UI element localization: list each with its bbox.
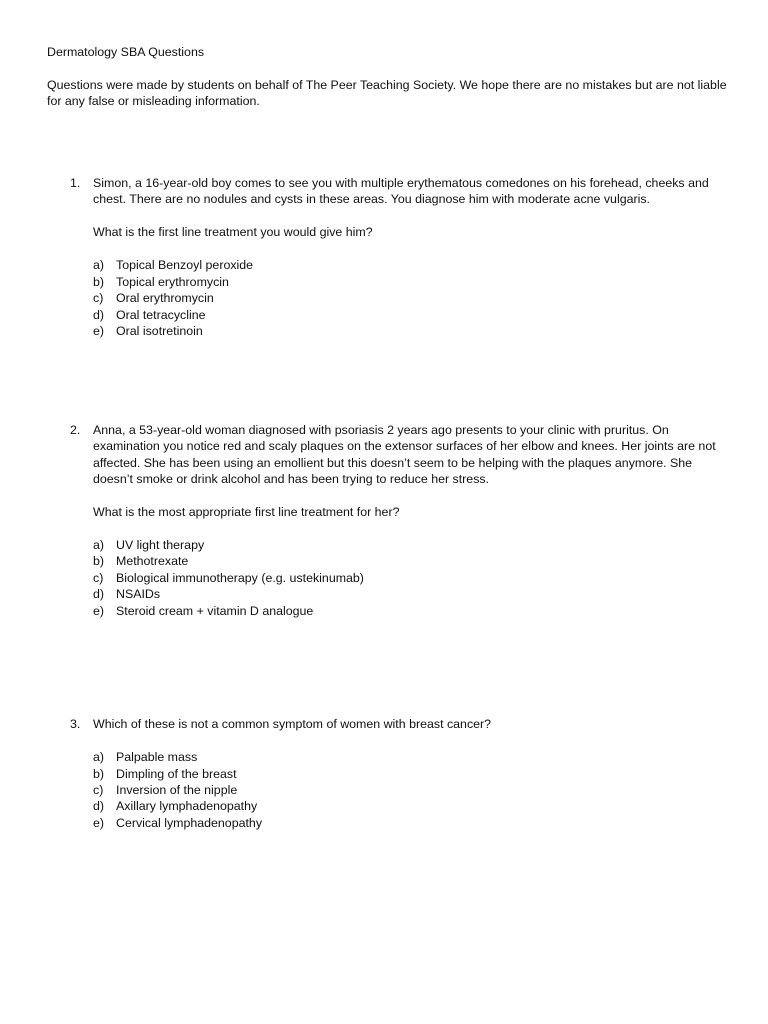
option-letter: c)	[93, 291, 104, 306]
option-letter: c)	[93, 783, 104, 798]
question-number: 2.	[70, 423, 81, 437]
option-text: Oral erythromycin	[116, 291, 214, 306]
question-number: 1.	[70, 176, 81, 190]
option-d	[93, 307, 730, 323]
option-d	[93, 798, 730, 814]
option-letter: c)	[93, 570, 104, 585]
option-letter: a)	[93, 750, 105, 765]
option-text: Oral isotretinoin	[116, 323, 203, 338]
option-text: Dimpling of the breast	[116, 766, 237, 781]
question-prompt: What is the first line treatment you would give him?	[93, 225, 373, 240]
option-list	[93, 749, 730, 831]
option-letter: e)	[93, 323, 105, 338]
option-letter: b)	[93, 554, 105, 569]
option-letter: b)	[93, 766, 105, 781]
option-text: Oral tetracycline	[116, 307, 206, 322]
option-list	[93, 537, 730, 619]
option-a	[93, 537, 730, 553]
option-d	[93, 586, 730, 602]
question-stem: Which of these is not a common symptom of women with breast cancer?	[93, 717, 492, 731]
option-letter: e)	[93, 815, 105, 830]
question-stem: Anna, a 53-year-old woman diagnosed with psoriasis 2 years ago presents to your clinic with pruritus. On examination you notice red and scaly plaques on the extensor surfaces of her elbow and knees. Her joints are not affected. She has been using an emollient but this doesn’t seem to be helping with the plaques anymore. She doesn’t smoke or drink alcohol and has been trying to reduce her stress.	[93, 423, 716, 486]
option-text: Inversion of the nipple	[116, 783, 238, 798]
option-letter: e)	[93, 603, 105, 618]
option-c	[93, 290, 730, 306]
option-text: Topical Benzoyl peroxide	[116, 258, 254, 273]
question-1	[70, 175, 730, 339]
option-letter: d)	[93, 799, 105, 814]
option-list	[93, 257, 730, 339]
option-e	[93, 815, 730, 831]
disclaimer-text: Questions were made by students on behalf of The Peer Teaching Society. We hope there are no mistakes but are not liable for any false or misleading information.	[47, 78, 727, 109]
option-b	[93, 274, 730, 290]
option-text: Steroid cream + vitamin D analogue	[116, 603, 314, 618]
option-letter: d)	[93, 307, 105, 322]
option-text: Axillary lymphadenopathy	[116, 799, 258, 814]
option-text: Topical erythromycin	[116, 274, 229, 289]
question-3	[70, 716, 730, 831]
option-e	[93, 603, 730, 619]
option-text: NSAIDs	[116, 587, 161, 602]
option-text: Methotrexate	[116, 554, 189, 569]
option-letter: a)	[93, 258, 105, 273]
option-b	[93, 766, 730, 782]
document-title: Dermatology SBA Questions	[47, 45, 205, 59]
question-number: 3.	[70, 717, 81, 731]
option-letter: a)	[93, 537, 105, 552]
option-a	[93, 749, 730, 765]
option-text: Cervical lymphadenopathy	[116, 815, 263, 830]
option-a	[93, 257, 730, 273]
option-c	[93, 570, 730, 586]
question-2	[70, 422, 730, 619]
option-letter: b)	[93, 274, 105, 289]
option-text: UV light therapy	[116, 537, 205, 552]
option-c	[93, 782, 730, 798]
option-e	[93, 323, 730, 339]
option-letter: d)	[93, 587, 105, 602]
option-text: Palpable mass	[116, 750, 198, 765]
option-b	[93, 553, 730, 569]
option-text: Biological immunotherapy (e.g. ustekinumab)	[116, 570, 364, 585]
question-stem: Simon, a 16-year-old boy comes to see you with multiple erythematous comedones on his forehead, cheeks and chest. There are no nodules and cysts in these areas. You diagnose him with moderate acne vulgaris.	[93, 176, 709, 207]
question-prompt: What is the most appropriate first line treatment for her?	[93, 504, 400, 519]
